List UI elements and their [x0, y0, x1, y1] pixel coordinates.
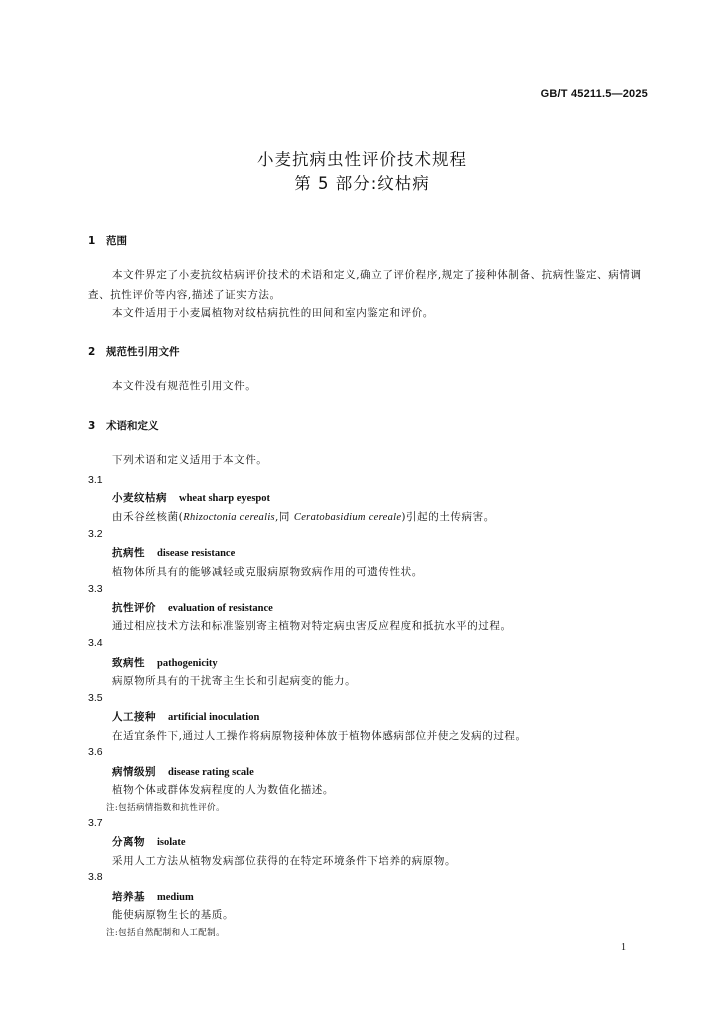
term-zh: 抗性评价: [112, 602, 156, 614]
term-definition: 能使病原物生长的基质。: [112, 909, 235, 921]
term-heading: [112, 655, 218, 670]
term-en: wheat sharp eyespot: [179, 493, 270, 504]
term-heading: [112, 490, 270, 505]
term-heading: [112, 889, 194, 904]
term-zh: 培养基: [112, 891, 145, 903]
term-definition: 采用人工方法从植物发病部位获得的在特定环境条件下培养的病原物。: [112, 855, 457, 867]
term-definition: 通过相应技术方法和标准鉴别寄主植物对特定病虫害反应程度和抵抗水平的过程。: [112, 620, 512, 632]
term-definition: 植物体所具有的能够减轻或克服病原物致病作用的可遗传性状。: [112, 566, 423, 578]
term-heading: [112, 545, 235, 560]
term-zh: 致病性: [112, 657, 145, 669]
term-en: medium: [157, 892, 194, 903]
term-number: 3.6: [88, 746, 103, 758]
paragraph: 本文件界定了小麦抗纹枯病评价技术的术语和定义,确立了评价程序,规定了接种体制备、抗病性鉴定、病情调查、抗性评价等内容,描述了证实方法。: [88, 269, 642, 301]
term-zh: 人工接种: [112, 711, 156, 723]
term-zh: 病情级别: [112, 766, 156, 778]
term-zh: 分离物: [112, 836, 145, 848]
term-heading: [112, 600, 273, 615]
section-title: 范围: [106, 235, 127, 247]
term-en: pathogenicity: [157, 658, 218, 669]
paragraph: 本文件没有规范性引用文件。: [112, 380, 257, 392]
term-en: evaluation of resistance: [168, 603, 273, 614]
term-number: 3.5: [88, 692, 103, 704]
page-number: 1: [621, 942, 626, 953]
paragraph: 本文件适用于小麦属植物对纹枯病抗性的田间和室内鉴定和评价。: [112, 307, 434, 319]
section-title: 术语和定义: [106, 420, 159, 432]
term-en: disease resistance: [157, 548, 236, 559]
section-number: 2: [88, 346, 96, 358]
term-zh: 抗病性: [112, 547, 145, 559]
section-heading-normative-references: [88, 344, 180, 359]
term-number: 3.2: [88, 528, 103, 540]
term-number: 3.1: [88, 474, 103, 486]
term-note: 注:包括自然配制和人工配制。: [106, 928, 225, 938]
term-number: 3.8: [88, 871, 103, 883]
term-number: 3.7: [88, 817, 103, 829]
term-en: artificial inoculation: [168, 712, 260, 723]
term-en: disease rating scale: [168, 767, 254, 778]
section-title: 规范性引用文件: [106, 346, 180, 358]
term-definition: 植物个体或群体发病程度的人为数值化描述。: [112, 784, 334, 796]
paragraph: 下列术语和定义适用于本文件。: [112, 454, 268, 466]
term-number: 3.4: [88, 637, 103, 649]
term-definition: 由禾谷丝核菌(Rhizoctonia cerealis,同 Ceratobasidium cereale)引起的土传病害。: [112, 511, 495, 523]
term-definition: 在适宜条件下,通过人工操作将病原物接种体放于植物体感病部位并使之发病的过程。: [112, 730, 527, 742]
document-title: 小麦抗病虫性评价技术规程: [257, 150, 467, 169]
section-heading-terms: [88, 418, 159, 433]
term-zh: 小麦纹枯病: [112, 492, 167, 504]
document-subtitle: 第 5 部分:纹枯病: [294, 174, 430, 193]
section-number: 3: [88, 420, 96, 432]
term-note: 注:包括病情指数和抗性评价。: [106, 803, 225, 813]
section-heading-scope: [88, 233, 127, 248]
term-en: isolate: [157, 837, 186, 848]
term-number: 3.3: [88, 583, 103, 595]
standard-code: GB/T 45211.5—2025: [540, 88, 648, 100]
term-heading: [112, 834, 186, 849]
term-heading: [112, 709, 259, 724]
section-number: 1: [88, 235, 96, 247]
term-definition: 病原物所具有的干扰寄主生长和引起病变的能力。: [112, 675, 357, 687]
term-heading: [112, 764, 254, 779]
title-block: [0, 148, 724, 196]
